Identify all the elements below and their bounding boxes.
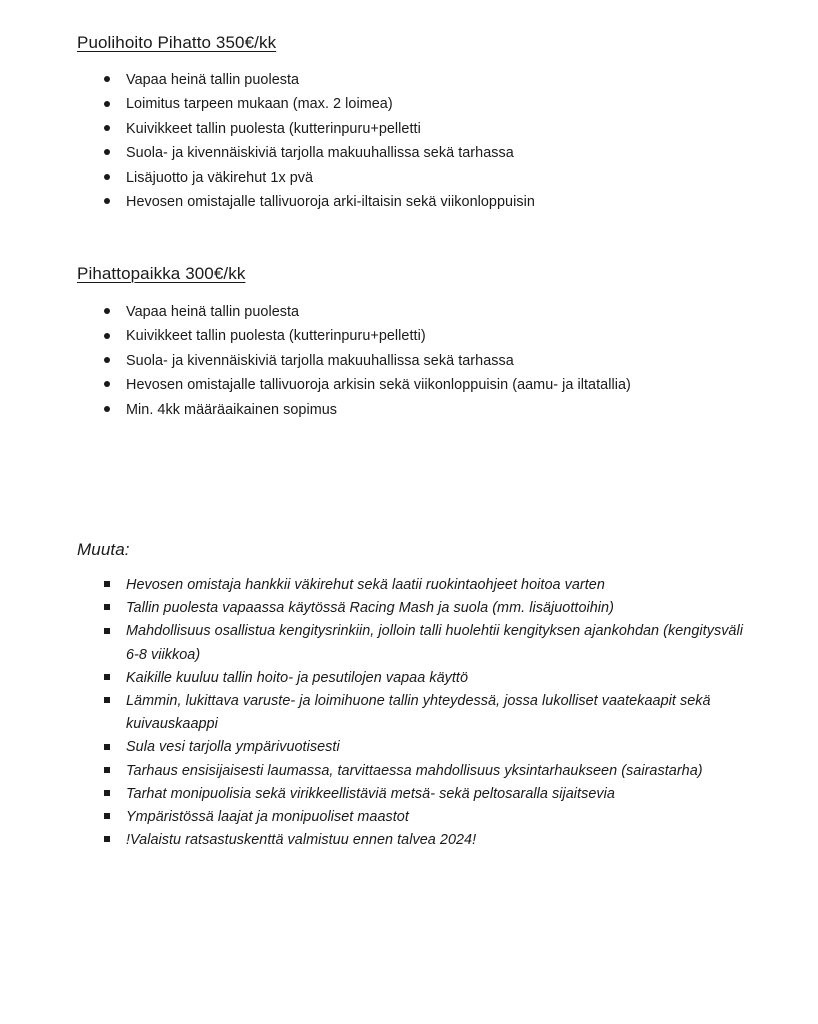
list-item-text: Vapaa heinä tallin puolesta: [126, 304, 300, 320]
list-item: [0, 166, 818, 190]
bullet-dot-icon: [101, 190, 113, 214]
list-item-text: Tarhat monipuolisia sekä virikkeellistäviä metsä- sekä peltosaralla sijaitsevia: [126, 785, 615, 802]
list-item-text: Sula vesi tarjolla ympärivuotisesti: [126, 739, 340, 756]
bullet-square-icon: [101, 690, 113, 713]
bullet-list-puolihoito: [0, 68, 818, 214]
list-item-text: Tarhaus ensisijaisesti laumassa, tarvittaessa mahdollisuus yksintarhaukseen (sairastarha): [126, 762, 703, 779]
bullet-square-icon: [101, 760, 113, 783]
bullet-square-icon: [101, 736, 113, 759]
list-item: [0, 620, 818, 666]
list-item-text: !Valaistu ratsastuskenttä valmistuu ennen talvea 2024!: [126, 832, 477, 849]
bullet-square-icon: [101, 574, 113, 597]
section-heading-pihattopaikka: Pihattopaikka 300€/kk: [77, 264, 246, 283]
bullet-dot-icon: [101, 300, 113, 324]
list-item: [0, 806, 818, 829]
list-item: [0, 117, 818, 141]
list-item: [0, 736, 818, 759]
bullet-square-icon: [101, 806, 113, 829]
list-item: [0, 141, 818, 165]
list-item: [0, 760, 818, 783]
bullet-list-muuta: [0, 574, 818, 852]
list-item-text: Kuivikkeet tallin puolesta (kutterinpuru+pelletti: [126, 120, 421, 137]
list-item-text: Mahdollisuus osallistua kengitysrinkiin, jolloin talli huolehtii kengityksen ajankohdan (kengitysväli 6-8 viikkoa): [126, 623, 743, 663]
bullet-dot-icon: [101, 324, 113, 348]
list-item: [0, 398, 818, 422]
bullet-dot-icon: [101, 398, 113, 422]
bullet-square-icon: [101, 667, 113, 690]
list-item: [0, 690, 818, 736]
list-item: [0, 829, 818, 852]
list-item-text: Kuivikkeet tallin puolesta (kutterinpuru+pelletti): [126, 328, 426, 345]
list-item: [0, 68, 818, 92]
bullet-dot-icon: [101, 373, 113, 397]
list-item-text: Hevosen omistajalle tallivuoroja arki-iltaisin sekä viikonloppuisin: [126, 194, 535, 211]
bullet-square-icon: [101, 783, 113, 806]
list-item-text: Ympäristössä laajat ja monipuoliset maastot: [126, 809, 409, 826]
list-item-text: Lämmin, lukittava varuste- ja loimihuone tallin yhteydessä, jossa lukolliset vaatekaapit sekä kuivauskaappi: [126, 693, 711, 733]
section-heading-puolihoito: Puolihoito Pihatto 350€/kk: [77, 33, 277, 52]
list-item: [0, 190, 818, 214]
list-item-text: Hevosen omistajalle tallivuoroja arkisin sekä viikonloppuisin (aamu- ja iltatallia): [126, 377, 631, 394]
bullet-square-icon: [101, 620, 113, 643]
list-item: [0, 574, 818, 597]
list-item-text: Suola- ja kivennäiskiviä tarjolla makuuhallissa sekä tarhassa: [126, 145, 514, 162]
list-item: [0, 349, 818, 373]
list-item: [0, 783, 818, 806]
bullet-dot-icon: [101, 166, 113, 190]
list-item: [0, 300, 818, 324]
bullet-dot-icon: [101, 141, 113, 165]
list-item-text: Vapaa heinä tallin puolesta: [126, 72, 300, 88]
list-item: [0, 92, 818, 116]
bullet-square-icon: [101, 597, 113, 620]
list-item-text: Hevosen omistaja hankkii väkirehut sekä laatii ruokintaohjeet hoitoa varten: [126, 577, 605, 593]
list-item: [0, 324, 818, 348]
list-item-text: Tallin puolesta vapaassa käytössä Racing Mash ja suola (mm. lisäjuottoihin): [126, 600, 614, 617]
list-item: [0, 373, 818, 397]
bullet-list-pihattopaikka: [0, 300, 818, 422]
bullet-dot-icon: [101, 68, 113, 92]
list-item-text: Lisäjuotto ja väkirehut 1x pvä: [126, 169, 314, 186]
list-item-text: Loimitus tarpeen mukaan (max. 2 loimea): [126, 96, 393, 113]
list-item: [0, 667, 818, 690]
bullet-dot-icon: [101, 92, 113, 116]
list-item-text: Min. 4kk määräaikainen sopimus: [126, 401, 338, 418]
bullet-dot-icon: [101, 117, 113, 141]
list-item: [0, 597, 818, 620]
list-item-text: Kaikille kuuluu tallin hoito- ja pesutilojen vapaa käyttö: [126, 669, 469, 686]
section-heading-muuta: Muuta:: [77, 540, 130, 559]
bullet-dot-icon: [101, 349, 113, 373]
list-item-text: Suola- ja kivennäiskiviä tarjolla makuuhallissa sekä tarhassa: [126, 352, 514, 369]
bullet-square-icon: [101, 829, 113, 852]
